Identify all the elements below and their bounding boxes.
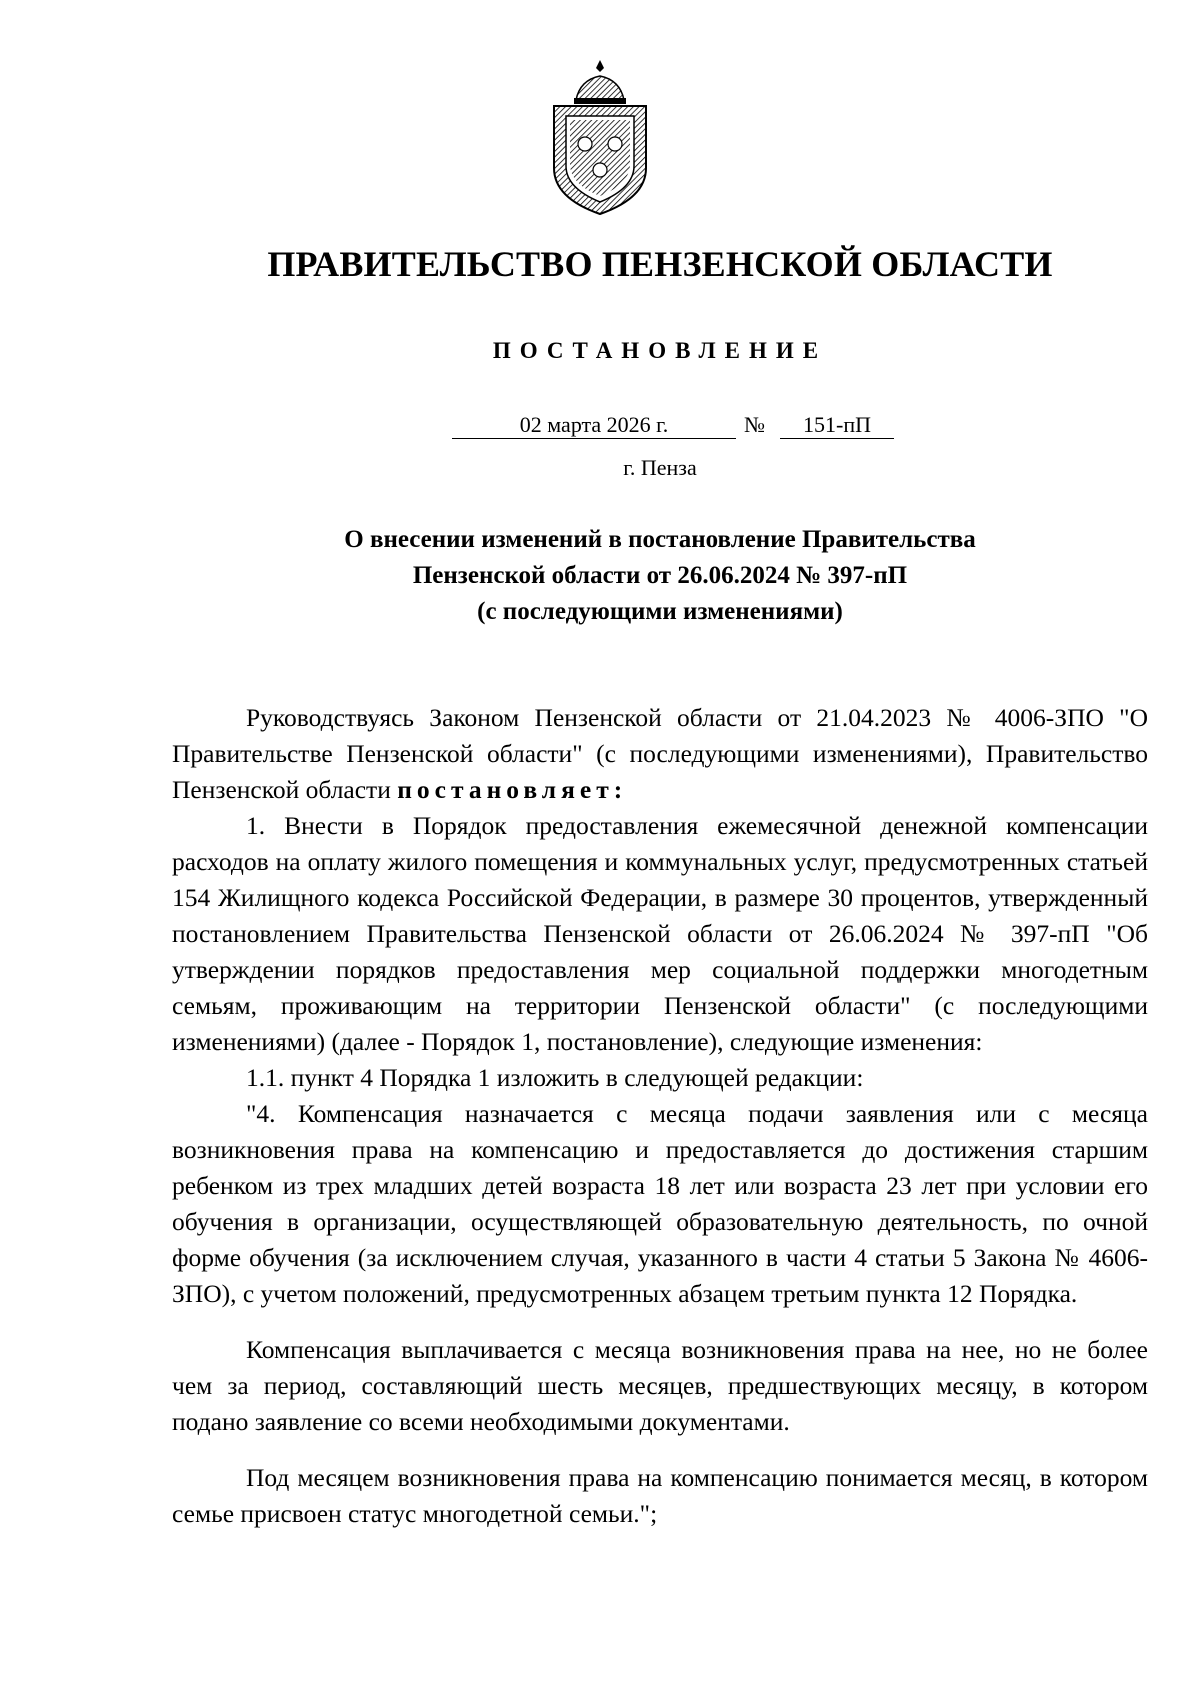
paragraph-item-1: 1. Внести в Порядок предоставления ежемесячной денежной компенсации расходов на оплату жилого помещения и коммунальных услуг, предусмотренных статьей 154 Жилищного кодекса Российской Федерации, в размере 30 процентов, утвержденный постановлением Правительства Пензенской области от 26.06.2024 № 397-пП "Об утверждении порядков предоставления мер социальной поддержки многодетным семьям, проживающим на территории Пензенской области" (с последующими изменениями) (далее - Порядок 1, постановление), следующие изменения: (172, 811, 1148, 1056)
document-place: г. Пенза (623, 455, 697, 480)
document-date: 02 марта 2026 г. (452, 412, 736, 439)
document-number: 151-пП (780, 412, 894, 439)
document-body (172, 700, 1148, 1532)
subject-line-2: Пензенской области от 26.06.2024 № 397-пП (412, 562, 908, 589)
organization-title: ПРАВИТЕЛЬСТВО ПЕНЗЕНСКОЙ ОБЛАСТИ (267, 244, 1053, 284)
subject-line-1: О внесении изменений в постановление Правительства (344, 526, 976, 553)
document-type-heading: ПОСТАНОВЛЕНИЕ (492, 338, 828, 363)
paragraph-compensation-payment: Компенсация выплачивается с месяца возникновения права на нее, но не более чем за период, составляющий шесть месяцев, предшествующих месяцу, в котором подано заявление со всеми необходимыми документами. (172, 1335, 1148, 1436)
coat-of-arms-emblem (540, 58, 660, 218)
paragraph-right-month: Под месяцем возникновения права на компенсацию понимается месяц, в котором семье присвоен статус многодетной семьи."; (172, 1463, 1148, 1528)
paragraph-item-1-1: 1.1. пункт 4 Порядка 1 изложить в следующей редакции: (246, 1063, 864, 1092)
decree-word: постановляет: (397, 775, 628, 804)
number-sign: № (744, 412, 765, 437)
preamble-text: Руководствуясь Законом Пензенской области от 21.04.2023 № 4006-ЗПО "О Правительстве Пензенской области" (с последующими изменениями), Правительство Пензенской области (172, 703, 1148, 804)
subject-line-3: (с последующими изменениями) (477, 598, 843, 625)
paragraph-preamble (172, 700, 1148, 808)
paragraph-quoted-item-4: "4. Компенсация назначается с месяца подачи заявления или с месяца возникновения права на компенсацию и предоставляется до достижения старшим ребенком из трех младших детей возраста 18 лет или возраста 23 лет при условии его обучения в организации, осуществляющей образовательную деятельность, по очной форме обучения (за исключением случая, указанного в части 4 статьи 5 Закона № 4606-ЗПО), с учетом положений, предусмотренных абзацем третьим пункта 12 Порядка. (172, 1099, 1148, 1308)
document-subject (0, 522, 1200, 630)
